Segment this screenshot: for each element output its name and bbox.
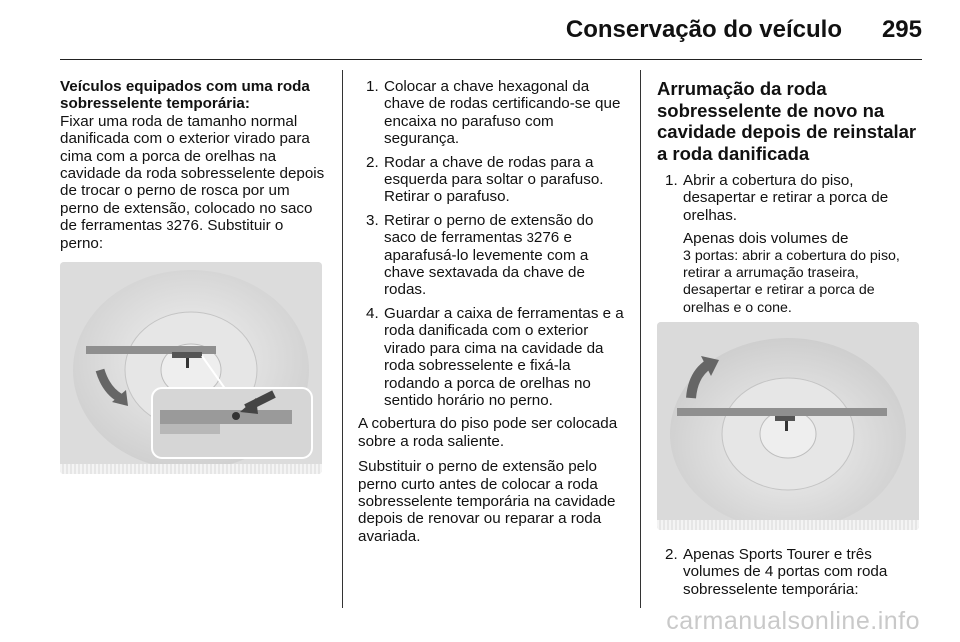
watermark: carmanualsonline.info <box>666 607 920 635</box>
steps-list <box>657 546 925 598</box>
section-title: Conservação do veículo <box>565 16 842 43</box>
column-1 <box>60 78 328 252</box>
list-item: 4. Guardar a caixa de ferramentas e a roda danificada com o exterior virado para cima na cavidade da roda sobresselente e fixá-la rodando a porca de orelhas no sentido horário no perno. <box>366 304 624 409</box>
steps-list <box>657 172 925 317</box>
paragraph: A cobertura do piso pode ser colocada sobre a roda saliente. <box>358 415 618 450</box>
figure-spare-wheel-bolt <box>60 262 322 474</box>
figure-caption-strip <box>657 520 919 530</box>
header-rule <box>60 59 922 60</box>
column-divider-2 <box>640 70 641 608</box>
figure-caption-strip <box>60 464 322 474</box>
page-reference[interactable]: 276 <box>533 229 560 247</box>
column-3 <box>657 78 925 323</box>
page-header <box>0 0 960 58</box>
column-2 <box>358 78 628 553</box>
page-reference-icon: 3 <box>526 230 534 246</box>
page-number: 295 <box>881 16 922 43</box>
column-3-continued <box>657 546 925 604</box>
list-item: 1. Abrir a cobertura do piso, desapertar e retirar a porca de orelhas. Apenas dois volumes de 3 portas: abrir a cobertura do piso, retirar a arrumação traseira, desapertar e retirar a porca de orelhas e o cone. <box>665 172 900 316</box>
list-item: 3. Retirar o perno de extensão do saco de ferramentas 3276 e aparafusá-lo levemente com a chave sextavada da chave de rodas. <box>366 211 594 299</box>
subheading: Veículos equipados com uma roda sobresselente temporária: <box>60 78 310 113</box>
paragraph: Substituir o perno de extensão pelo perno curto antes de colocar a roda sobresselente temporária na cavidade depois de renovar ou reparar a roda avariada. <box>358 458 616 545</box>
body-text: Fixar uma roda de tamanho normal danificada com o exterior virado para cima com a porca de orelhas na cavidade da roda sobresselente depois de trocar o perno de rosca por um perno de extensão, colocado no saco de ferramentas 3276. Substituir o perno: <box>60 112 325 252</box>
section-heading: Arrumação da roda sobresselente de novo na cavidade depois de reinstalar a roda danificada <box>657 78 917 164</box>
page-reference[interactable]: 276 <box>173 217 199 235</box>
figure-floor-cover <box>657 322 919 530</box>
floor-cover-illustration <box>657 322 919 530</box>
list-item: 2. Rodar a chave de rodas para a esquerda para soltar o parafuso. Retirar o parafuso. <box>366 153 604 206</box>
page-reference-icon: 3 <box>166 218 174 234</box>
list-item: 1. Colocar a chave hexagonal da chave de rodas certificando-se que encaixa no parafuso com segurança. <box>366 78 621 148</box>
steps-list <box>358 78 628 409</box>
spare-wheel-illustration <box>60 262 322 474</box>
list-item: 2. Apenas Sports Tourer e três volumes de 4 portas com roda sobresselente temporária: <box>665 546 888 598</box>
column-divider-1 <box>342 70 343 608</box>
